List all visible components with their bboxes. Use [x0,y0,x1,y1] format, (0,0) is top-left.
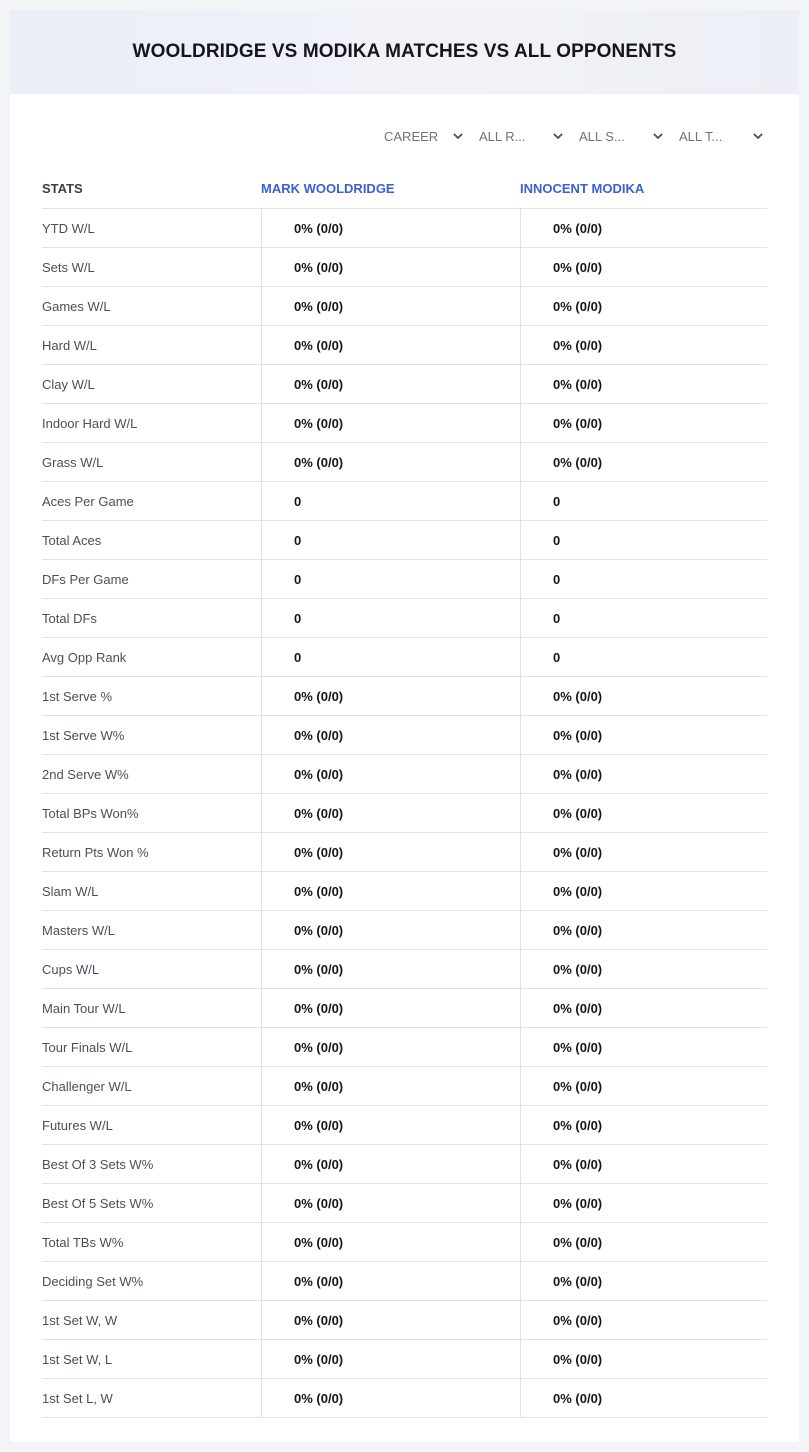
table-row [42,404,767,443]
table-row [42,365,767,404]
player2-value: 0% (0/0) [553,299,603,314]
player1-value: 0% (0/0) [294,1001,344,1016]
stat-label: Tour Finals W/L [42,1040,133,1055]
stat-label: DFs Per Game [42,572,129,587]
stat-label: 2nd Serve W% [42,767,129,782]
player2-value: 0% (0/0) [553,1079,603,1094]
table-row [42,560,767,599]
player1-cell [261,638,520,676]
player1-value: 0% (0/0) [294,455,344,470]
stat-label: 1st Serve % [42,689,113,704]
player1-cell [261,287,520,325]
stats-card [10,10,799,1442]
table-row [42,872,767,911]
player2-value: 0% (0/0) [553,260,603,275]
stat-label: Masters W/L [42,923,115,938]
player1-value: 0% (0/0) [294,1235,344,1250]
filter-surface-label: ALL S... [579,128,625,144]
player1-cell [261,1379,520,1417]
filter-surface-select[interactable] [579,126,664,146]
player2-value: 0% (0/0) [553,767,603,782]
player1-cell [261,1223,520,1261]
player2-value: 0% (0/0) [553,1235,603,1250]
player1-value: 0% (0/0) [294,767,344,782]
stat-label: Grass W/L [42,455,104,470]
table-row [42,1262,767,1301]
player2-cell [520,326,768,364]
player1-cell [261,1028,520,1066]
chevron-down-icon [452,129,464,143]
table-row [42,209,767,248]
player2-cell [520,1106,768,1144]
player1-cell [261,404,520,442]
table-row [42,833,767,872]
player2-value: 0% (0/0) [553,845,603,860]
player2-value: 0% (0/0) [553,1313,603,1328]
player1-value: 0% (0/0) [294,377,344,392]
player1-cell [261,911,520,949]
player2-value: 0% (0/0) [553,338,603,353]
stat-label: 1st Set W, W [42,1313,118,1328]
stat-label: Avg Opp Rank [42,650,127,665]
player2-cell [520,404,768,442]
stat-label: Slam W/L [42,884,99,899]
player1-cell [261,1106,520,1144]
player1-cell [261,1145,520,1183]
player1-value: 0% (0/0) [294,806,344,821]
stat-label: Hard W/L [42,338,97,353]
table-row [42,482,767,521]
player1-value: 0% (0/0) [294,221,344,236]
stat-label: Clay W/L [42,377,95,392]
stat-label: Games W/L [42,299,111,314]
filter-round-select[interactable] [479,126,564,146]
table-row [42,950,767,989]
table-row [42,326,767,365]
player2-value: 0% (0/0) [553,728,603,743]
player1-value: 0% (0/0) [294,923,344,938]
player1-value: 0% (0/0) [294,299,344,314]
player1-value: 0% (0/0) [294,1157,344,1172]
player1-cell [261,209,520,247]
table-row [42,716,767,755]
player1-value: 0 [294,611,302,626]
stats-column-header: STATS [42,181,83,196]
player1-cell [261,872,520,910]
player2-value: 0% (0/0) [553,1157,603,1172]
table-row [42,1379,767,1418]
stat-label: 1st Serve W% [42,728,125,743]
stat-label: Aces Per Game [42,494,134,509]
player1-cell [261,1301,520,1339]
player2-value: 0% (0/0) [553,884,603,899]
page-title: WOOLDRIDGE VS MODIKA MATCHES VS ALL OPPONENTS [132,41,677,62]
filter-period-label: CAREER [384,128,439,144]
player2-cell [520,560,768,598]
player2-cell [520,911,768,949]
player1-value: 0% (0/0) [294,845,344,860]
filter-bar [10,126,799,146]
table-row [42,1223,767,1262]
filter-round-label: ALL R... [479,128,526,144]
player2-value: 0% (0/0) [553,1118,603,1133]
chevron-down-icon [752,129,764,143]
table-row [42,755,767,794]
table-body [42,209,767,1418]
player2-cell [520,287,768,325]
player2-cell [520,677,768,715]
player2-value: 0% (0/0) [553,1391,603,1406]
table-row [42,911,767,950]
player2-cell [520,482,768,520]
player2-value: 0% (0/0) [553,1196,603,1211]
player1-cell [261,677,520,715]
player2-value: 0% (0/0) [553,416,603,431]
player1-value: 0% (0/0) [294,338,344,353]
player1-value: 0 [294,494,302,509]
player2-value: 0% (0/0) [553,923,603,938]
stat-label: Total TBs W% [42,1235,124,1250]
stat-label: Cups W/L [42,962,100,977]
table-row [42,521,767,560]
player1-value: 0% (0/0) [294,260,344,275]
table-row [42,287,767,326]
player2-cell [520,599,768,637]
player2-column-header[interactable]: INNOCENT MODIKA [520,181,645,196]
stats-table [42,170,767,1418]
player2-cell [520,1028,768,1066]
player1-value: 0% (0/0) [294,1196,344,1211]
stat-label: Total Aces [42,533,102,548]
stat-label: YTD W/L [42,221,95,236]
player1-column-header[interactable]: MARK WOOLDRIDGE [261,181,395,196]
player1-cell [261,1262,520,1300]
player2-cell [520,1145,768,1183]
filter-tournament-label: ALL T... [679,128,723,144]
player2-cell [520,248,768,286]
player2-cell [520,1067,768,1105]
table-row [42,638,767,677]
player2-cell [520,638,768,676]
player1-value: 0% (0/0) [294,1391,344,1406]
player2-cell [520,950,768,988]
player2-cell [520,989,768,1027]
player2-cell [520,1223,768,1261]
stat-label: 1st Set W, L [42,1352,113,1367]
player1-cell [261,326,520,364]
player1-value: 0% (0/0) [294,689,344,704]
player2-value: 0 [553,494,561,509]
player2-cell [520,1379,768,1417]
stat-label: Sets W/L [42,260,95,275]
player1-value: 0% (0/0) [294,1079,344,1094]
stat-label: Challenger W/L [42,1079,132,1094]
player1-cell [261,1067,520,1105]
player1-cell [261,1184,520,1222]
player2-value: 0 [553,572,561,587]
player1-cell [261,521,520,559]
stat-label: Total DFs [42,611,97,626]
player1-cell [261,560,520,598]
player2-value: 0% (0/0) [553,1001,603,1016]
player2-cell [520,1301,768,1339]
table-row [42,794,767,833]
player1-cell [261,794,520,832]
player1-value: 0% (0/0) [294,416,344,431]
table-row [42,1301,767,1340]
table-row [42,1106,767,1145]
stat-label: Main Tour W/L [42,1001,126,1016]
player1-cell [261,248,520,286]
player2-cell [520,521,768,559]
player2-value: 0% (0/0) [553,689,603,704]
stat-label: Total BPs Won% [42,806,139,821]
player1-cell [261,716,520,754]
table-row [42,599,767,638]
stat-label: Futures W/L [42,1118,113,1133]
player1-cell [261,755,520,793]
player1-value: 0% (0/0) [294,1118,344,1133]
table-row [42,1184,767,1223]
chevron-down-icon [652,129,664,143]
player2-cell [520,209,768,247]
player1-value: 0% (0/0) [294,962,344,977]
filter-period-select[interactable] [384,126,464,146]
table-row [42,1145,767,1184]
player2-cell [520,755,768,793]
player2-value: 0% (0/0) [553,455,603,470]
player2-value: 0% (0/0) [553,1352,603,1367]
table-row [42,1340,767,1379]
table-row [42,1028,767,1067]
card-header [10,10,799,94]
table-row [42,1067,767,1106]
player1-cell [261,482,520,520]
player2-cell [520,716,768,754]
player2-value: 0 [553,533,561,548]
player2-value: 0% (0/0) [553,1274,603,1289]
stat-label: 1st Set L, W [42,1391,113,1406]
player2-cell [520,872,768,910]
player2-cell [520,1184,768,1222]
player1-cell [261,950,520,988]
player2-cell [520,1262,768,1300]
stat-label: Best Of 3 Sets W% [42,1157,154,1172]
filter-tournament-select[interactable] [679,126,764,146]
chevron-down-icon [552,129,564,143]
player1-value: 0% (0/0) [294,1040,344,1055]
table-row [42,248,767,287]
player2-value: 0% (0/0) [553,806,603,821]
stat-label: Best Of 5 Sets W% [42,1196,154,1211]
player1-cell [261,599,520,637]
player2-value: 0% (0/0) [553,221,603,236]
player2-cell [520,443,768,481]
table-row [42,677,767,716]
player1-cell [261,365,520,403]
player2-cell [520,1340,768,1378]
player1-cell [261,443,520,481]
player2-value: 0 [553,650,561,665]
player1-value: 0% (0/0) [294,1352,344,1367]
table-row [42,989,767,1028]
player2-value: 0% (0/0) [553,1040,603,1055]
stat-label: Deciding Set W% [42,1274,144,1289]
player2-value: 0% (0/0) [553,962,603,977]
player2-value: 0 [553,611,561,626]
player1-value: 0% (0/0) [294,1274,344,1289]
player2-cell [520,794,768,832]
player1-value: 0% (0/0) [294,884,344,899]
player1-cell [261,833,520,871]
stat-label: Return Pts Won % [42,845,149,860]
player1-value: 0 [294,533,302,548]
player1-value: 0 [294,650,302,665]
player1-value: 0 [294,572,302,587]
stat-label: Indoor Hard W/L [42,416,138,431]
player1-value: 0% (0/0) [294,728,344,743]
table-row [42,443,767,482]
player2-cell [520,365,768,403]
player2-cell [520,833,768,871]
player2-value: 0% (0/0) [553,377,603,392]
player1-cell [261,989,520,1027]
table-header [42,170,767,209]
player1-value: 0% (0/0) [294,1313,344,1328]
player1-cell [261,1340,520,1378]
